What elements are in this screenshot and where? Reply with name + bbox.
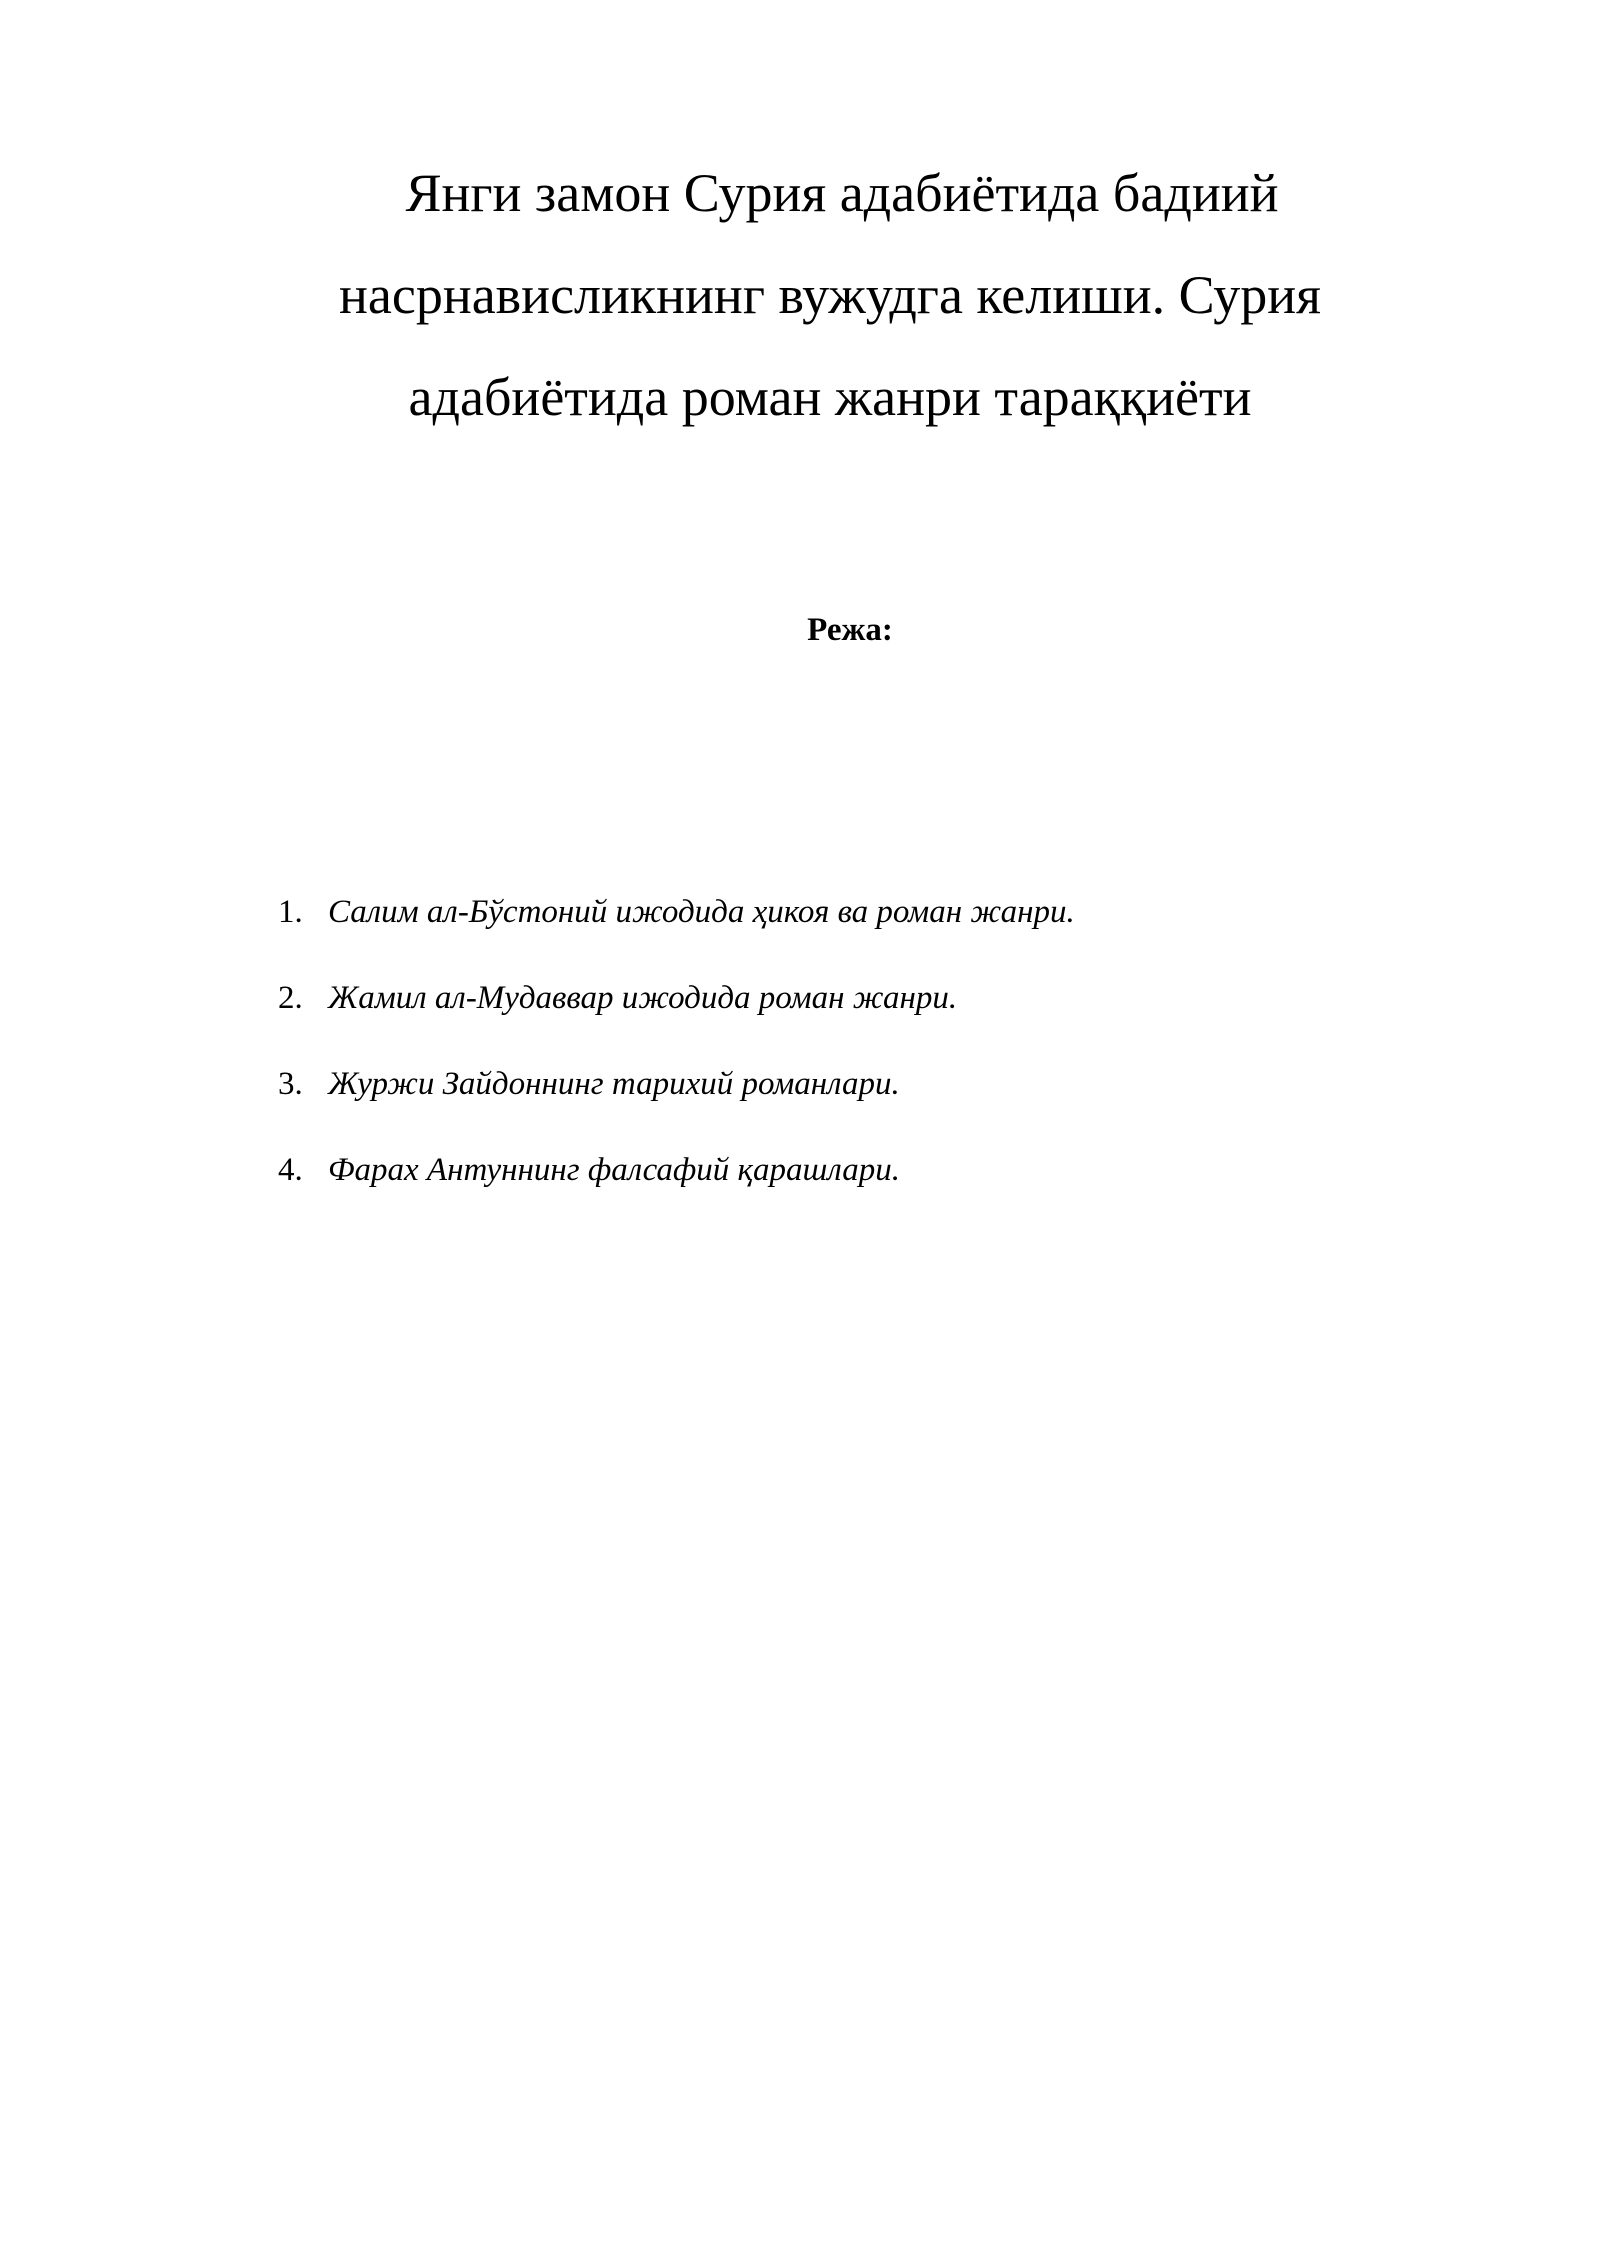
plan-item-number: 4.	[278, 1152, 303, 1188]
title-line: адабиётида роман жанри тараққиёти	[408, 367, 1252, 427]
plan-item	[278, 1145, 1075, 1231]
title-line: насрнависликнинг вужудга келиши. Сурия	[338, 265, 1322, 325]
plan-item	[278, 887, 1075, 973]
plan-item-number: 1.	[278, 894, 303, 930]
plan-item-text: Жамил ал-Мудаввар ижодида роман жанри.	[328, 980, 958, 1016]
plan-item	[278, 1059, 1075, 1145]
plan-list	[278, 887, 1075, 1231]
plan-item	[278, 973, 1075, 1059]
document-title	[260, 142, 1400, 448]
title-line: Янги замон Сурия адабиётида бадиий	[405, 163, 1279, 223]
plan-item-number: 2.	[278, 980, 303, 1016]
plan-item-text: Журжи Зайдоннинг тарихий романлари.	[328, 1066, 900, 1102]
plan-heading: Режа:	[807, 612, 893, 648]
plan-item-text: Салим ал-Бўстоний ижодида ҳикоя ва роман жанри.	[328, 894, 1075, 930]
plan-item-text: Фарах Антуннинг фалсафий қарашлари.	[328, 1152, 900, 1188]
plan-item-number: 3.	[278, 1066, 303, 1102]
